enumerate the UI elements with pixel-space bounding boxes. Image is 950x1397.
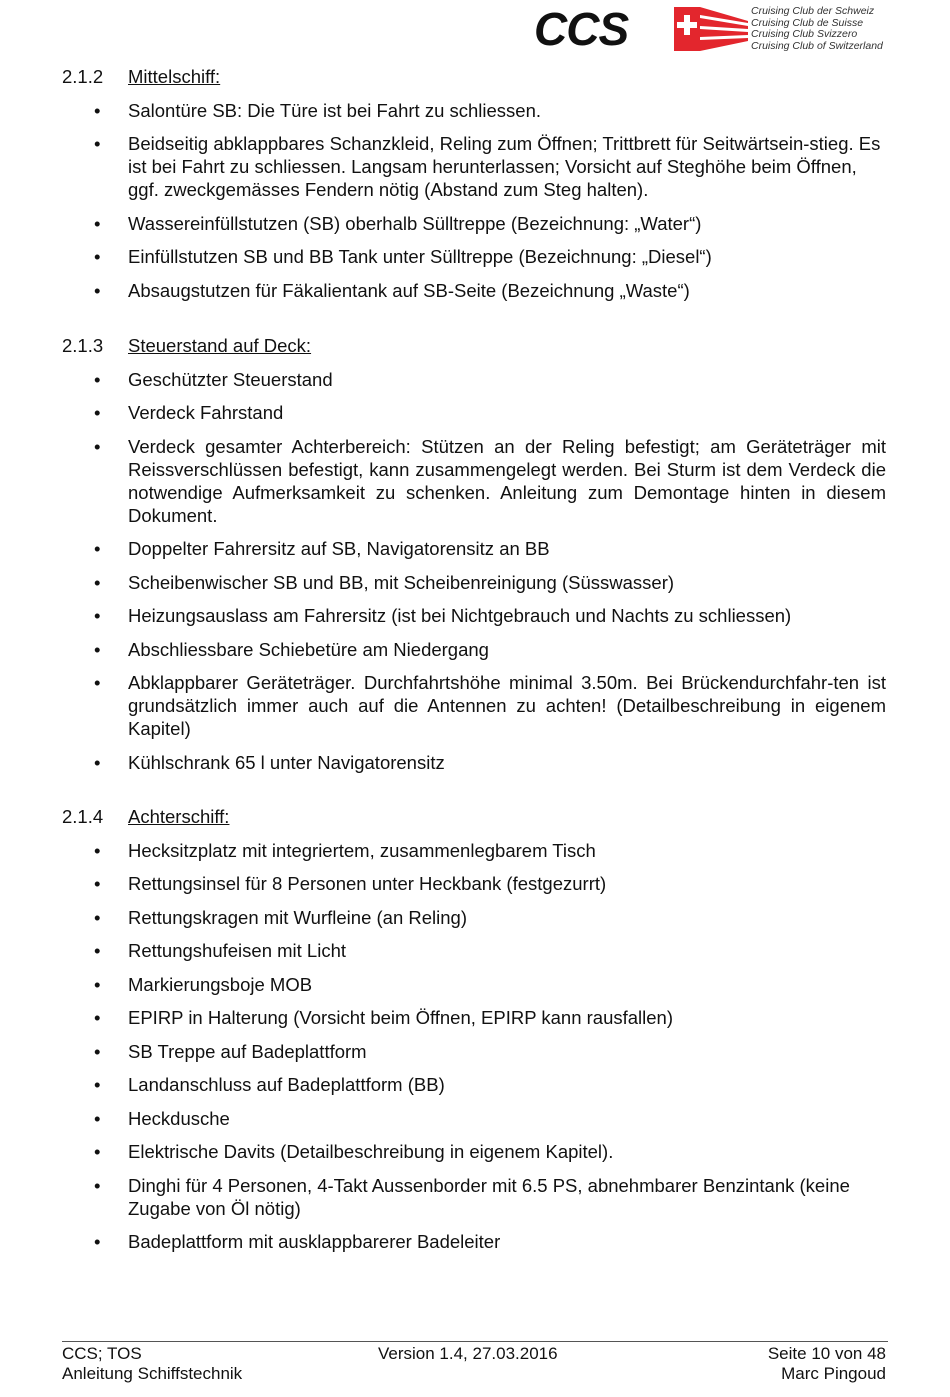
list-item: • Badeplattform mit ausklappbarerer Badeleiter (94, 1231, 501, 1252)
bullet-icon: • (94, 435, 101, 457)
bullet-icon: • (94, 873, 101, 894)
club-names (751, 6, 901, 52)
list-item: • Hecksitzplatz mit integriertem, zusammenlegbarem Tisch (94, 839, 596, 861)
bullet-icon: • (94, 133, 101, 154)
logo-text: CCS (534, 3, 629, 55)
list-item: • Einfüllstutzen SB und BB Tank unter Sülltreppe (Bezeichnung: „Diesel“) (94, 246, 712, 267)
list-item: • Scheibenwischer SB und BB, mit Scheibenreinigung (Süsswasser) (94, 571, 675, 593)
footer-org: CCS; TOS (62, 1344, 142, 1363)
footer-author: Marc Pingoud (781, 1364, 886, 1383)
list-item: • EPIRP in Halterung (Vorsicht beim Öffnen, EPIRP kann rausfallen) (94, 1007, 674, 1028)
list-item: • Beidseitig abklappbares Schanzkleid, Reling zum Öffnen; Trittbrett für Seitwärtsein-stieg. Es ist bei Fahrt zu schliessen. Langsam herunterlassen; Vorsicht auf Steghöhe beim Öffnen, ggf. zweckgemässes Fendern nötig (Abstand zum Steg halten). (94, 133, 881, 200)
ccs-logo (534, 3, 894, 55)
footer-divider (62, 1341, 888, 1342)
bullet-icon: • (94, 1040, 101, 1062)
section-number: 2.1.2 (62, 66, 104, 87)
list-item: • Wassereinfüllstutzen (SB) oberhalb Sülltreppe (Bezeichnung: „Water“) (94, 212, 702, 234)
list-item: • SB Treppe auf Badeplattform (94, 1040, 367, 1062)
bullet-icon: • (94, 402, 101, 423)
section-title: Achterschiff: (128, 806, 230, 827)
bullet-icon: • (94, 605, 101, 626)
bullet-icon: • (94, 1231, 101, 1252)
bullet-list (62, 99, 886, 302)
bullet-icon: • (94, 973, 101, 995)
section-mittelschiff (62, 66, 886, 302)
bullet-icon: • (94, 1107, 101, 1129)
section-heading (62, 66, 886, 88)
list-item: • Verdeck gesamter Achterbereich: Stützen an der Reling befestigt; am Geräteträger mit Reissverschlüssen befestigt, kann zusammengelegt werden. Bei Sturm ist dem Verdeck die notwendige Aufmerksamkeit zu schenken. Anleitung zum Demontage hinten in diesem Dokument. (94, 435, 886, 526)
list-item: • Rettungshufeisen mit Licht (94, 940, 347, 961)
swiss-flag-pennant-icon (674, 7, 748, 51)
list-item: • Rettungskragen mit Wurfleine (an Reling) (94, 906, 467, 928)
bullet-icon: • (94, 1141, 101, 1162)
list-item: • Landanschluss auf Badeplattform (BB) (94, 1074, 445, 1095)
list-item: • Abschliessbare Schiebetüre am Niedergang (94, 638, 489, 660)
list-item: • Verdeck Fahrstand (94, 402, 284, 423)
list-item: • Doppelter Fahrersitz auf SB, Navigatorensitz an BB (94, 538, 550, 559)
section-heading (62, 335, 886, 357)
footer-version: Version 1.4, 27.03.2016 (378, 1344, 558, 1363)
list-item: • Kühlschrank 65 l unter Navigatorensitz (94, 751, 445, 773)
bullet-icon: • (94, 906, 101, 928)
list-item: • Dinghi für 4 Personen, 4-Takt Aussenborder mit 6.5 PS, abnehmbarer Benzintank (keine Zugabe von Öl nötig) (94, 1174, 850, 1219)
club-name-fr: Cruising Club de Suisse (751, 16, 864, 29)
bullet-icon: • (94, 1007, 101, 1028)
page-number: Seite 10 von 48 (767, 1344, 886, 1363)
club-name-en: Cruising Club of Switzerland (751, 39, 883, 52)
bullet-icon: • (94, 940, 101, 961)
section-title: Steuerstand auf Deck: (128, 335, 312, 356)
list-item: • Abklappbarer Geräteträger. Durchfahrtshöhe minimal 3.50m. Bei Brückendurchfahr-ten ist grundsätzlich immer auch auf die Antennen zu achten! (Detailbeschreibung in eigenem Kapitel) (94, 672, 886, 739)
section-steuerstand (62, 335, 886, 774)
bullet-icon: • (94, 279, 101, 301)
bullet-icon: • (94, 212, 101, 234)
bullet-list (62, 839, 886, 1254)
bullet-icon: • (94, 1174, 101, 1196)
bullet-icon: • (94, 571, 101, 593)
footer-right (768, 1344, 886, 1384)
bullet-icon: • (94, 1074, 101, 1095)
bullet-icon: • (94, 368, 101, 390)
footer-left (62, 1344, 242, 1384)
bullet-icon: • (94, 672, 101, 693)
section-title: Mittelschiff: (128, 66, 221, 87)
section-achterschiff (62, 806, 886, 1253)
bullet-icon: • (94, 638, 101, 660)
list-item: • Markierungsboje MOB (94, 973, 313, 995)
bullet-icon: • (94, 839, 101, 861)
section-number: 2.1.3 (62, 335, 104, 356)
bullet-icon: • (94, 246, 101, 267)
section-number: 2.1.4 (62, 806, 104, 827)
club-name-de: Cruising Club der Schweiz (751, 5, 875, 17)
list-item: • Geschützter Steuerstand (94, 368, 333, 390)
bullet-icon: • (94, 538, 101, 559)
list-item: • Elektrische Davits (Detailbeschreibung in eigenem Kapitel). (94, 1141, 614, 1162)
list-item: • Heckdusche (94, 1107, 230, 1129)
club-name-it: Cruising Club Svizzero (751, 28, 858, 40)
list-item: • Rettungsinsel für 8 Personen unter Heckbank (festgezurrt) (94, 873, 607, 894)
bullet-icon: • (94, 751, 101, 773)
footer-doc-title: Anleitung Schiffstechnik (62, 1364, 243, 1383)
bullet-icon: • (94, 99, 101, 121)
list-item: • Salontüre SB: Die Türe ist bei Fahrt zu schliessen. (94, 99, 542, 121)
list-item: • Heizungsauslass am Fahrersitz (ist bei Nichtgebrauch und Nachts zu schliessen) (94, 605, 792, 626)
bullet-list (62, 368, 886, 774)
section-heading (62, 806, 886, 828)
list-item: • Absaugstutzen für Fäkalientank auf SB-Seite (Bezeichnung „Waste“) (94, 279, 690, 301)
